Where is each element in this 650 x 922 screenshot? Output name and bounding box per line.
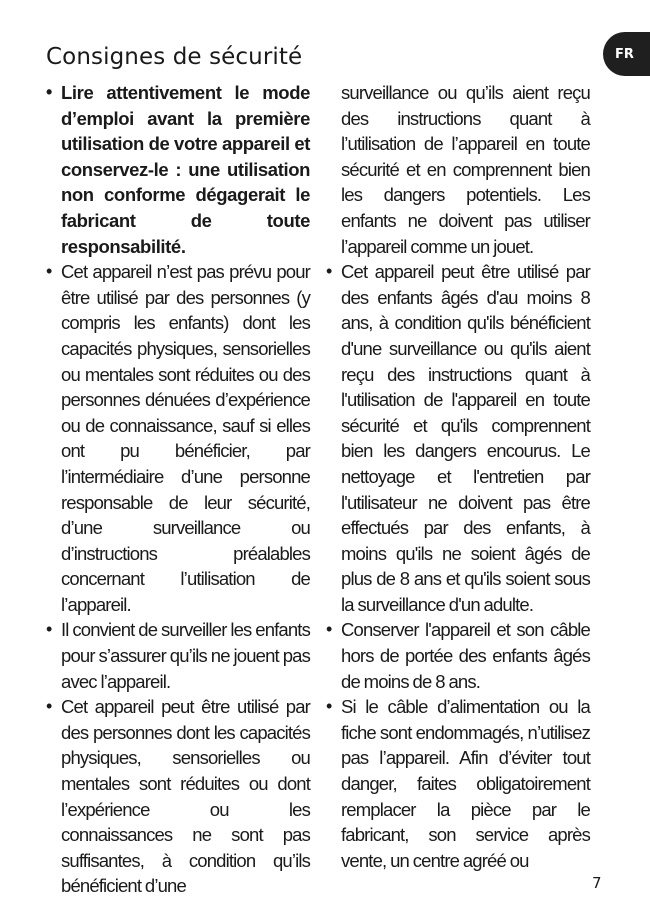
list-item xyxy=(326,617,590,694)
right-column xyxy=(326,80,590,873)
bullet-icon: • xyxy=(46,696,52,717)
item-text: Conserver l'appareil et son câble hors de portée des enfants âgés de moins de 8 ans. xyxy=(341,619,590,692)
bullet-icon: • xyxy=(46,619,52,640)
list-item xyxy=(46,617,310,694)
item-text: Cet appareil n’est pas prévu pour être utilisé par des personnes (y compris les enfants) dont les capacités physiques, sensorielles ou mentales sont réduites ou des personnes dénuées d’expérience ou de connaissance, sauf si elles ont pu bénéficier, par l’intermédiaire d’une personne responsable de leur sécurité, d’une surveillance ou d’instructions préalables concernant l’utilisation de l’appareil. xyxy=(61,261,310,615)
left-column xyxy=(46,80,310,899)
bullet-icon: • xyxy=(326,261,332,282)
bullet-icon: • xyxy=(326,619,332,640)
bullet-icon: • xyxy=(326,696,332,717)
page-number: 7 xyxy=(592,874,602,892)
item-text: Il convient de surveiller les enfants pour s’assurer qu’ils ne jouent pas avec l’appareil. xyxy=(61,619,310,692)
item-text: surveillance ou qu’ils aient reçu des instructions quant à l’utilisation de l’appareil en toute sécurité et en comprennent bien les dangers potentiels. Les enfants ne doivent pas utiliser l’appareil comme un jouet. xyxy=(341,82,590,257)
language-tab: FR xyxy=(603,32,650,76)
list-item xyxy=(46,80,310,259)
list-item xyxy=(326,694,590,873)
list-item xyxy=(326,259,590,617)
item-text: Lire attentivement le mode d’emploi avant la première utilisation de votre appareil et conservez-le : une utilisation non conforme dégagerait le fabricant de toute responsabilité. xyxy=(61,82,310,257)
item-text: Cet appareil peut être utilisé par des enfants âgés d'au moins 8 ans, à condition qu'ils bénéficient d'une surveillance ou qu'ils aient reçu des instructions quant à l'utilisation de l'appareil en toute sécurité et qu'ils comprennent bien les dangers encourus. Le nettoyage et l'entretien par l'utilisateur ne doivent pas être effectués par des enfants, à moins qu'ils ne soient âgés de plus de 8 ans et qu'ils soient sous la surveillance d'un adulte. xyxy=(341,261,590,615)
page-title: Consignes de sécurité xyxy=(46,44,303,70)
bullet-icon: • xyxy=(46,82,52,102)
item-text: Cet appareil peut être utilisé par des personnes dont les capacités physiques, sensorielles ou mentales sont réduites ou dont l’expérience ou les connaissances ne sont pas suffisantes, à condition qu’ils bénéficient d’une xyxy=(61,696,310,897)
list-item xyxy=(46,694,310,899)
list-item xyxy=(46,259,310,617)
bullet-icon: • xyxy=(46,261,52,282)
list-item-continuation xyxy=(326,80,590,259)
item-text: Si le câble d’alimentation ou la fiche sont endommagés, n’utilisez pas l’appareil. Afin d’éviter tout danger, faites obligatoirement remplacer la pièce par le fabricant, son service après vente, un centre agréé ou xyxy=(341,696,590,871)
